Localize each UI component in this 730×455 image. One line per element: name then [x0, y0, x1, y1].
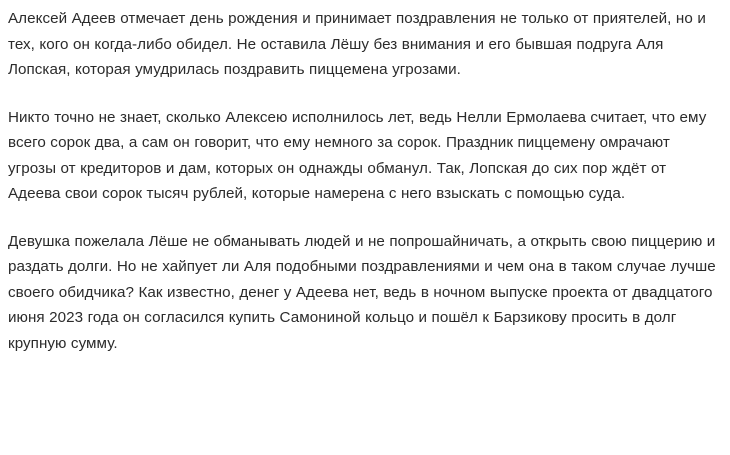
- article-paragraph: Никто точно не знает, сколько Алексею исполнилось лет, ведь Нелли Ермолаева считает, что ему всего сорок два, а сам он говорит, что ему немного за сорок. Праздник пиццемену омрачают угрозы от кредиторов и дам, которых он однажды обманул. Так, Лопская до сих пор ждёт от Адеева свои сорок тысяч рублей, которые намерена с него взыскать с помощью суда.: [8, 108, 707, 202]
- article-paragraph: Алексей Адеев отмечает день рождения и принимает поздравления не только от приятелей, но и тех, кого он когда-либо обидел. Не оставила Лёшу без внимания и его бывшая подруга Аля Лопская, которая умудрилась поздравить пиццемена угрозами.: [8, 10, 706, 78]
- article-paragraph: Девушка пожелала Лёше не обманывать людей и не попрошайничать, а открыть свою пиццерию и раздать долги. Но не хайпует ли Аля подобными поздравлениями и чем она в таком случае лучше своего обидчика? Как известно, денег у Адеева нет, ведь в ночном выпуске проекта от двадцатого июня 2023 года он согласился купить Самониной кольцо и пошёл к Барзикову просить в долг крупную сумму.: [8, 232, 716, 352]
